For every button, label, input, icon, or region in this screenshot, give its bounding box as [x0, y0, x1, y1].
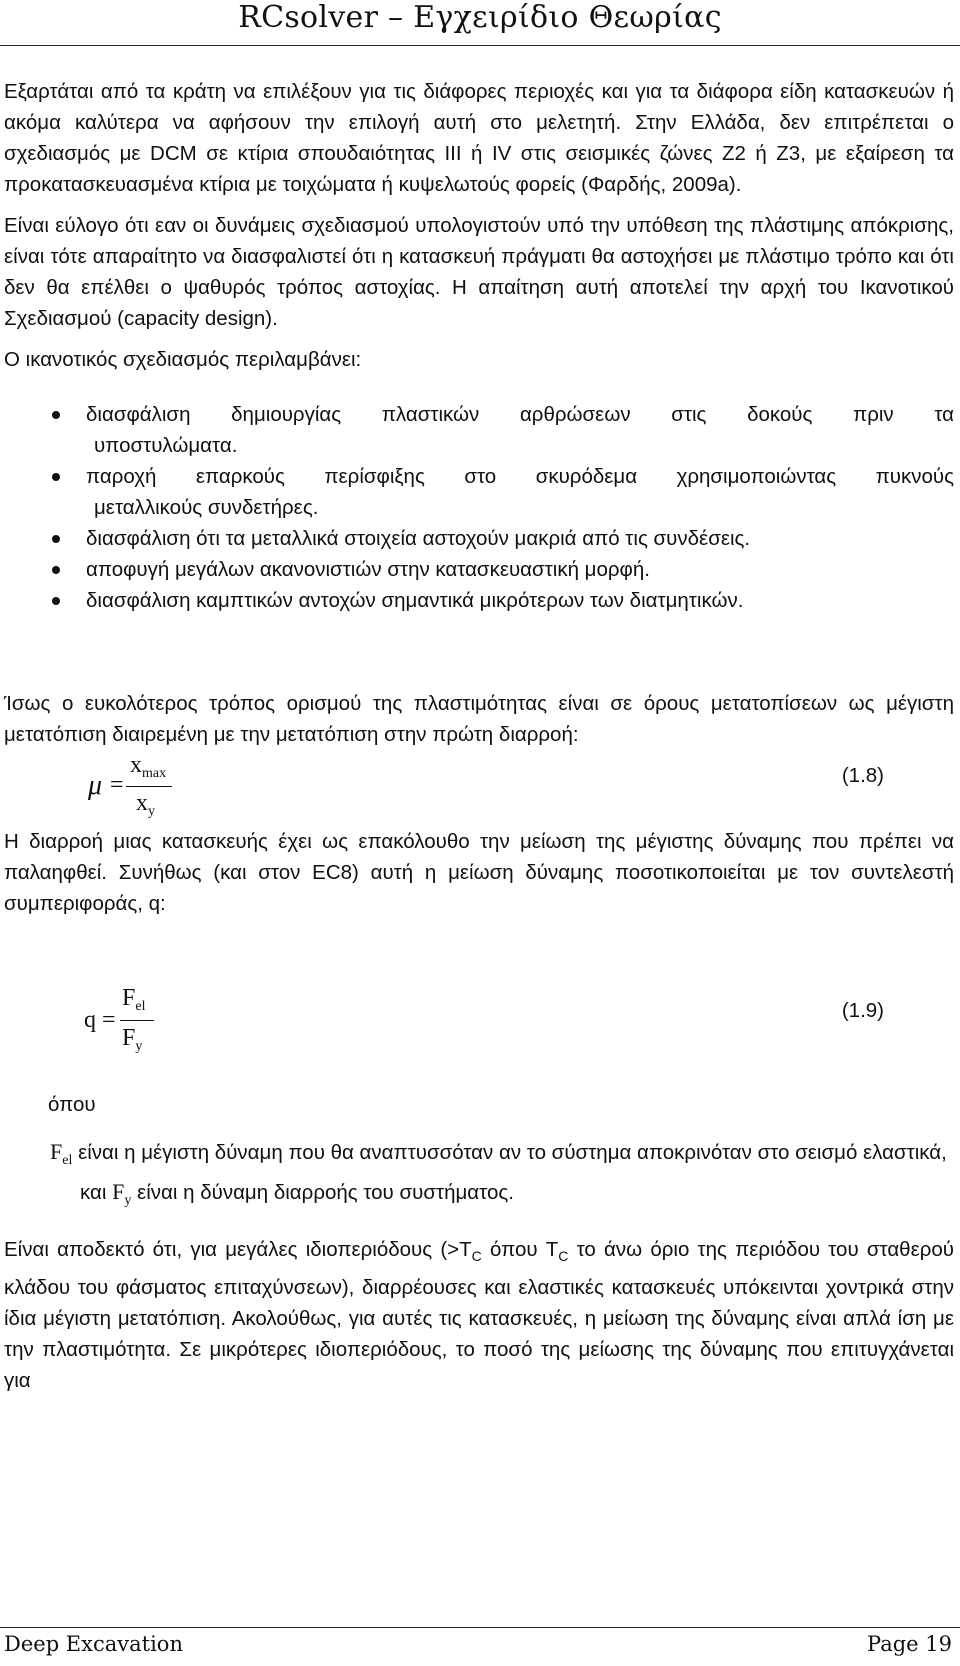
paragraph-5: Η διαρροή μιας κατασκευής έχει ως επακόλουθο την μείωση της μέγιστης δύναμης που πρέπει να παλαηφθεί. Συνήθως (και στον EC8) αυτή η μείωση δύναμης ποσοτικοποιείται με τον συντελεστή συμπεριφοράς, q:	[4, 830, 954, 915]
where-text: όπου	[48, 1093, 96, 1116]
eq1-fraction-bar	[126, 786, 172, 787]
footer-divider	[0, 1627, 960, 1628]
paragraph-4: Ίσως ο ευκολότερος τρόπος ορισμού της πλαστιμότητας είναι σε όρους μετατοπίσεων ως μέγιστη μετατόπιση διαιρεμένη με την μετατόπιση στην πρώτη διαρροή:	[4, 692, 954, 746]
list-item	[4, 523, 954, 554]
equation-1-8	[4, 750, 954, 826]
capacity-design-list	[4, 399, 954, 616]
bullet-icon	[52, 566, 60, 574]
page-body	[4, 76, 954, 1396]
bullet-icon	[52, 411, 60, 419]
list-item	[4, 585, 954, 616]
list-item-line: αποφυγή μεγάλων ακανονιστιών στην κατασκευαστική μορφή.	[86, 558, 650, 581]
list-item-line: διασφάλιση καμπτικών αντοχών σημαντικά μικρότερων των διατμητικών.	[86, 589, 744, 612]
bullet-icon	[52, 597, 60, 605]
list-item-continuation: μεταλλικούς συνδετήρες.	[94, 496, 319, 519]
header-title: RCsolver – Εγχειρίδιο Θεωρίας	[238, 0, 722, 35]
paragraph-8: Είναι αποδεκτό ότι, για μεγάλες ιδιοπεριόδους ($>T_C$ όπου $T_C$ το άνω όριο της περιόδου του σταθερού κλάδου του φάσματος επιταχύνσεων), διαρρέουσες και ελαστικές κατασκευές υπόκεινται χοντρικά στην ίδια μέγιστη μετατόπιση. Ακολούθως, για αυτές τις κατασκευές, η μείωση της δύναμης είναι απλά ίση με την πλαστιμότητα. Σε μικρότερες ιδιοπεριόδους, το ποσό της μείωσης της δύναμης που επιτυγχάνεται για	[4, 1238, 954, 1393]
bullet-icon	[52, 473, 60, 481]
bullet-icon	[52, 535, 60, 543]
list-item-continuation: υποστυλώματα.	[94, 434, 238, 457]
equation-1-9	[4, 919, 954, 1089]
header-divider	[0, 45, 960, 46]
list-item-line: διασφάλιση δημιουργίας πλαστικών αρθρώσεων στις δοκούς πριν τα	[86, 403, 954, 426]
page-header	[0, 0, 960, 48]
list-item	[4, 461, 954, 523]
symbol-fel: $F_{el}$	[50, 1139, 73, 1168]
paragraph-2: Είναι εύλογο ότι εαν οι δυνάμεις σχεδιασμού υπολογιστούν υπό την υπόθεση της πλάστιμης απόκρισης, είναι τότε απαραίτητο να διασφαλιστεί ότι η κατασκευή πράγματι θα αστοχήσει με πλάστιμο τρόπο και ότι δεν θα επέλθει ο ψαθυρός τρόπος αστοχίας. Η απαίτηση αυτή αποτελεί την αρχή του Ικανοτικού Σχεδιασμού (capacity design).	[4, 214, 954, 330]
paragraph-3: Ο ικανοτικός σχεδιασμός περιλαμβάνει:	[4, 348, 362, 371]
eq2-equals: =	[102, 1007, 116, 1033]
symbol-fy: $F_y$	[112, 1179, 132, 1208]
list-item	[4, 399, 954, 461]
eq2-lhs: q	[84, 1007, 96, 1033]
paragraph-1: Εξαρτάται από τα κράτη να επιλέξουν για τις διάφορες περιοχές και για τα διάφορα είδη κατασκευών ή ακόμα καλύτερα να αφήσουν την επιλογή αυτή στο μελετητή. Στην Ελλάδα, δεν επιτρέπεται ο σχεδιασμός με DCM σε κτίρια σπουδαιότητας ΙΙΙ ή IV στις σεισμικές ζώνες Z2 ή Z3, με εξαίρεση τα προκατασκευασμένα κτίρια με τοιχώματα ή κυψελωτούς φορείς (Φαρδής, 2009a).	[4, 80, 954, 196]
eq2-number: (1.9)	[841, 999, 884, 1022]
eq2-numerator: $F_{el}$	[122, 985, 146, 1014]
list-item-line: παροχή επαρκούς περίσφιξης στο σκυρόδεμα χρησιμοποιώντας πυκνούς	[86, 465, 954, 488]
list-item-line: διασφάλιση ότι τα μεταλλικά στοιχεία αστοχούν μακριά από τις συνδέσεις.	[86, 527, 751, 550]
footer-left-text: Deep Excavation	[4, 1632, 183, 1656]
eq2-fraction-bar	[120, 1020, 154, 1021]
eq1-equals: =	[110, 772, 124, 798]
symbol-fel-definition: είναι η μέγιστη δύναμη που θα αναπτυσσόταν αν το σύστημα αποκρινόταν στο σεισμό ελαστικά, και	[78, 1141, 947, 1204]
eq1-lhs: μ	[88, 770, 103, 801]
eq2-denominator: $F_y$	[122, 1025, 143, 1054]
symbol-definitions	[4, 1136, 954, 1216]
symbol-fy-definition: είναι η δύναμη διαρροής του συστήματος.	[137, 1181, 514, 1204]
eq1-denominator: $x_y$	[136, 790, 155, 819]
eq1-number: (1.8)	[841, 764, 884, 787]
where-label	[4, 1089, 954, 1120]
page-number: Page 19	[867, 1632, 952, 1656]
list-item	[4, 554, 954, 585]
eq1-numerator: $x_{max}$	[130, 752, 167, 781]
